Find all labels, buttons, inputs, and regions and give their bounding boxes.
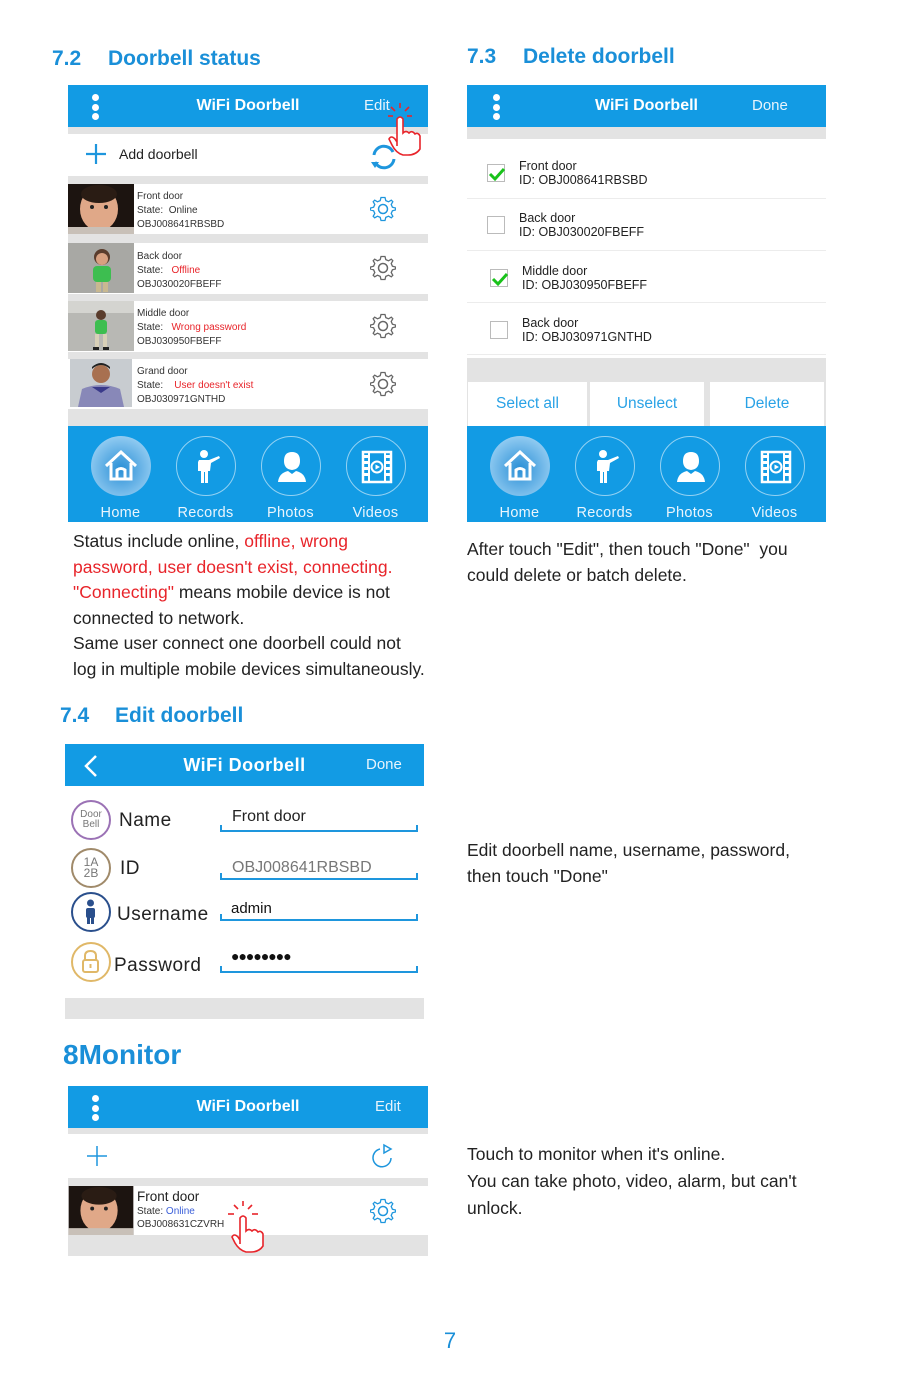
- item-name: Back door: [522, 316, 579, 330]
- icon-text: 1A: [83, 855, 99, 869]
- device-row[interactable]: [68, 184, 428, 234]
- item-name: Back door: [519, 211, 576, 225]
- user-icon: [71, 892, 111, 932]
- checkbox-unchecked[interactable]: [490, 321, 508, 339]
- field-label: ID: [120, 858, 140, 879]
- input-underline: [220, 914, 418, 921]
- delete-item[interactable]: [467, 147, 826, 199]
- add-doorbell-label: Add doorbell: [119, 146, 198, 162]
- device-row[interactable]: [68, 301, 428, 352]
- bottom-nav: [467, 426, 826, 522]
- gear-icon[interactable]: [370, 1198, 396, 1224]
- divider: [68, 1178, 428, 1186]
- delete-description: [467, 537, 867, 588]
- edit-description: [467, 838, 867, 889]
- app-title: WiFi Doorbell: [196, 97, 300, 114]
- id-value: OBJ008641RBSBD: [232, 859, 372, 876]
- username-input[interactable]: admin: [231, 900, 272, 917]
- section-title: Doorbell status: [108, 47, 261, 70]
- nav-photos[interactable]: [647, 426, 732, 521]
- nav-photos[interactable]: [248, 426, 333, 521]
- field-label: Name: [119, 810, 172, 831]
- device-state: [137, 379, 253, 393]
- device-info: [137, 1189, 224, 1231]
- field-label: Password: [114, 955, 202, 976]
- nav-records[interactable]: [562, 426, 647, 521]
- home-icon: [91, 436, 151, 496]
- nav-records[interactable]: [163, 426, 248, 521]
- app-title: WiFi Doorbell: [183, 755, 306, 775]
- text: "Connecting": [73, 582, 174, 602]
- item-id: ID: OBJ030020FBEFF: [519, 225, 645, 239]
- monitor-screen: [68, 1086, 428, 1256]
- input-underline: [220, 825, 418, 832]
- item-info: [522, 264, 647, 292]
- action-area: [467, 358, 826, 426]
- section-title: Edit doorbell: [115, 704, 244, 727]
- section-title: Delete doorbell: [523, 45, 675, 68]
- text: Touch to monitor when it's online.: [467, 1144, 726, 1164]
- device-info: [137, 307, 246, 349]
- text: then touch "Done": [467, 865, 608, 886]
- input-underline: [220, 966, 418, 973]
- device-id: OBJ008631CZVRH: [137, 1219, 225, 1230]
- divider: [68, 234, 428, 243]
- nav-label: Videos: [751, 505, 798, 521]
- id-field-row: [65, 848, 424, 892]
- gear-icon[interactable]: [370, 313, 396, 339]
- state-label: State:: [137, 322, 164, 333]
- divider: [68, 409, 428, 426]
- add-doorbell-row[interactable]: [68, 134, 428, 176]
- device-state: [137, 321, 246, 335]
- nav-label: Home: [499, 505, 540, 521]
- toolbar-row: [68, 1134, 428, 1178]
- nav-home[interactable]: [477, 426, 562, 521]
- text: After touch "Edit", then touch "Done" you: [467, 539, 788, 559]
- refresh-icon[interactable]: [370, 1142, 396, 1170]
- text: connected to network.: [73, 607, 245, 628]
- page-number: 7: [443, 1328, 457, 1353]
- top-bar: [68, 1086, 428, 1128]
- device-info: [137, 365, 253, 407]
- edit-button[interactable]: Edit: [364, 97, 390, 114]
- item-info: [519, 211, 644, 239]
- check-icon: [488, 165, 506, 183]
- item-id: ID: OBJ008641RBSBD: [519, 173, 648, 187]
- text: Status include online,: [73, 531, 245, 551]
- device-photo: [68, 1186, 134, 1235]
- state-value: Online: [168, 205, 198, 216]
- checkbox-checked[interactable]: [487, 164, 505, 182]
- device-info: [137, 190, 224, 232]
- device-name: Middle door: [137, 308, 190, 319]
- divider: [68, 352, 428, 359]
- doorbell-status-screen: [68, 85, 428, 522]
- state-label: State:: [137, 265, 164, 276]
- app-title: WiFi Doorbell: [595, 97, 698, 114]
- item-name: Front door: [519, 159, 577, 173]
- section-number: 8: [63, 1039, 79, 1070]
- nav-label: Videos: [352, 505, 399, 521]
- delete-item[interactable]: [467, 303, 826, 355]
- person-pointing-icon: [575, 436, 635, 496]
- item-name: Middle door: [522, 264, 588, 278]
- icon-text: Bell: [82, 819, 100, 830]
- edit-doorbell-screen: [65, 744, 424, 1019]
- nav-label: Home: [100, 505, 141, 521]
- section-title: Monitor: [78, 1039, 182, 1070]
- top-bar: [68, 85, 428, 127]
- person-pointing-icon: [176, 436, 236, 496]
- unselect-button[interactable]: Unselect: [590, 382, 704, 426]
- state-value: User doesn't exist: [174, 380, 254, 391]
- gear-icon[interactable]: [370, 196, 396, 222]
- home-icon: [490, 436, 550, 496]
- device-photo: [70, 359, 132, 407]
- gear-icon[interactable]: [370, 371, 396, 397]
- divider: [68, 127, 428, 134]
- device-state: [137, 204, 224, 218]
- device-name: Back door: [137, 251, 183, 262]
- item-info: [519, 159, 648, 187]
- text: log in multiple mobile devices simultaneously.: [73, 658, 425, 679]
- device-photo: [68, 184, 134, 234]
- text: offline, wrong: [244, 531, 349, 551]
- device-state: [137, 1205, 224, 1218]
- divider: [68, 294, 428, 301]
- text: means mobile device is not: [173, 582, 390, 602]
- delete-doorbell-screen: [467, 85, 826, 522]
- portrait-icon: [660, 436, 720, 496]
- tap-hand-icon: [386, 99, 426, 157]
- add-icon: [85, 143, 107, 165]
- device-id: OBJ030950FBEFF: [137, 336, 222, 347]
- done-button[interactable]: Done: [366, 756, 402, 773]
- nav-label: Photos: [267, 505, 314, 521]
- nav-label: Records: [177, 505, 234, 521]
- device-row[interactable]: [68, 243, 428, 294]
- nav-videos[interactable]: [732, 426, 817, 521]
- input-underline: [220, 873, 418, 880]
- icon-text: 2B: [83, 866, 99, 880]
- field-label: Username: [117, 904, 209, 925]
- tap-hand-icon: [226, 1200, 266, 1254]
- item-id: ID: OBJ030950FBEFF: [522, 278, 648, 292]
- monitor-description: [467, 1141, 887, 1222]
- divider: [68, 176, 428, 184]
- done-button[interactable]: Done: [752, 97, 788, 114]
- nav-label: Records: [576, 505, 633, 521]
- section-number: 7.4: [60, 704, 90, 727]
- checkbox-checked[interactable]: [490, 269, 508, 287]
- state-value: Online: [165, 1206, 195, 1217]
- state-label: State:: [137, 205, 164, 216]
- device-id: OBJ030971GNTHD: [137, 394, 226, 405]
- top-bar: [467, 85, 826, 127]
- divider: [467, 127, 826, 139]
- status-description: [73, 529, 473, 682]
- device-name: Grand door: [137, 366, 188, 377]
- text: password, user doesn't exist, connecting.: [73, 556, 393, 577]
- heading-monitor: [63, 1039, 181, 1071]
- device-row[interactable]: [68, 359, 428, 409]
- text: could delete or batch delete.: [467, 564, 687, 585]
- nav-home[interactable]: [78, 426, 163, 521]
- add-icon[interactable]: [86, 1145, 108, 1167]
- film-icon: [346, 436, 406, 496]
- checkbox-unchecked[interactable]: [487, 216, 505, 234]
- doorbell-badge-icon: [71, 800, 111, 840]
- top-bar: [65, 744, 424, 786]
- section-number: 7.3: [467, 45, 497, 68]
- delete-item[interactable]: [467, 251, 826, 303]
- password-field-row: [65, 942, 424, 986]
- icon-text: Door: [80, 809, 102, 820]
- gear-icon[interactable]: [370, 255, 396, 281]
- item-id: ID: OBJ030971GNTHD: [522, 330, 652, 344]
- text: unlock.: [467, 1198, 523, 1218]
- state-label: State:: [137, 1206, 164, 1217]
- state-label: State:: [137, 380, 164, 391]
- username-field-row: [65, 892, 424, 936]
- text: You can take photo, video, alarm, but can't: [467, 1171, 797, 1191]
- delete-button[interactable]: Delete: [710, 382, 824, 426]
- device-state: [137, 264, 221, 278]
- heading-delete-doorbell: [467, 45, 675, 69]
- id-badge-icon: [71, 848, 111, 888]
- name-field-row: [65, 800, 424, 844]
- edit-button[interactable]: Edit: [375, 1098, 401, 1115]
- divider: [65, 998, 424, 1019]
- state-value: Offline: [171, 265, 201, 276]
- portrait-icon: [261, 436, 321, 496]
- password-input[interactable]: ●●●●●●●●: [231, 948, 291, 964]
- device-photo: [68, 243, 134, 293]
- nav-label: Photos: [666, 505, 713, 521]
- film-icon: [745, 436, 805, 496]
- device-id: OBJ030020FBEFF: [137, 279, 222, 290]
- heading-edit-doorbell: [60, 704, 243, 728]
- device-info: [137, 250, 221, 292]
- device-name: Front door: [137, 191, 184, 202]
- state-value: Wrong password: [171, 322, 247, 333]
- name-input[interactable]: Front door: [232, 808, 306, 825]
- bottom-nav: [68, 426, 428, 522]
- text: Edit doorbell name, username, password,: [467, 840, 790, 860]
- nav-videos[interactable]: [333, 426, 418, 521]
- device-name: Front door: [137, 1189, 200, 1204]
- app-title: WiFi Doorbell: [196, 1098, 300, 1115]
- device-id: OBJ008641RBSBD: [137, 219, 225, 230]
- section-number: 7.2: [52, 47, 82, 70]
- item-info: [522, 316, 652, 344]
- device-photo: [68, 301, 134, 351]
- heading-doorbell-status: [52, 47, 261, 71]
- check-icon: [491, 270, 509, 288]
- delete-item[interactable]: [467, 199, 826, 251]
- select-all-button[interactable]: Select all: [468, 382, 587, 426]
- lock-icon: [71, 942, 111, 982]
- text: Same user connect one doorbell could not: [73, 633, 401, 653]
